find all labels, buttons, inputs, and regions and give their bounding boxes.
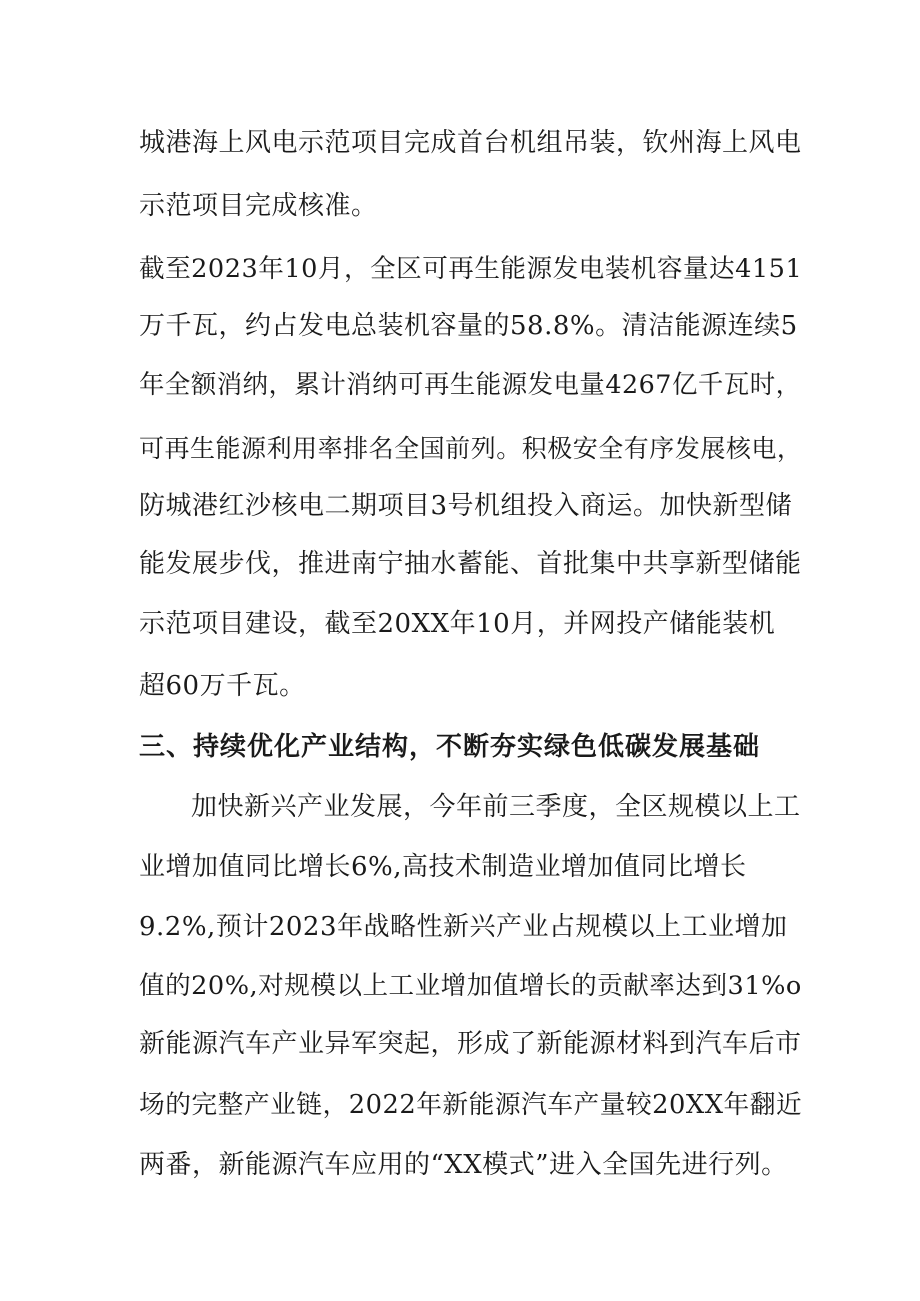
- paragraph-line: 值的20%,对规模以上工业增加值增长的贡献率达到31%o: [139, 971, 802, 1001]
- paragraph-line: 防城港红沙核电二期项目3号机组投入商运。加快新型储: [139, 491, 793, 521]
- paragraph-line: 加快新兴产业发展，今年前三季度，全区规模以上工: [191, 792, 801, 822]
- paragraph-line: 9.2%,预计2023年战略性新兴产业占规模以上工业增加: [139, 912, 788, 942]
- paragraph-line: 能发展步伐，推进南宁抽水蓄能、首批集中共享新型储能: [139, 549, 802, 579]
- paragraph-line: 示范项目建设，截至20XX年10月，并网投产储能装机: [139, 609, 776, 639]
- paragraph-line: 新能源汽车产业异军突起，形成了新能源材料到汽车后市: [139, 1029, 802, 1059]
- paragraph-line: 万千瓦，约占发电总装机容量的58.8%。清洁能源连续5: [139, 311, 798, 341]
- paragraph-line: 城港海上风电示范项目完成首台机组吊装，钦州海上风电: [139, 128, 802, 158]
- paragraph-line: 截至2023年10月，全区可再生能源发电装机容量达4151: [139, 254, 803, 284]
- paragraph-line: 场的完整产业链，2022年新能源汽车产量较20XX年翻近: [139, 1090, 803, 1120]
- paragraph-line: 两番，新能源汽车应用的“XX模式”进入全国先进行列。: [139, 1150, 788, 1180]
- section-heading: 三、持续优化产业结构，不断夯实绿色低碳发展基础: [139, 732, 761, 762]
- paragraph-line: 超60万千瓦。: [139, 671, 306, 701]
- paragraph-line: 年全额消纳，累计消纳可再生能源发电量4267亿千瓦时，: [139, 369, 802, 399]
- paragraph-line: 可再生能源利用率排名全国前列。积极安全有序发展核电，: [139, 434, 803, 463]
- paragraph-line: 业增加值同比增长6%,高技术制造业增加值同比增长: [139, 852, 747, 882]
- paragraph-line: 示范项目完成核准。: [139, 191, 378, 221]
